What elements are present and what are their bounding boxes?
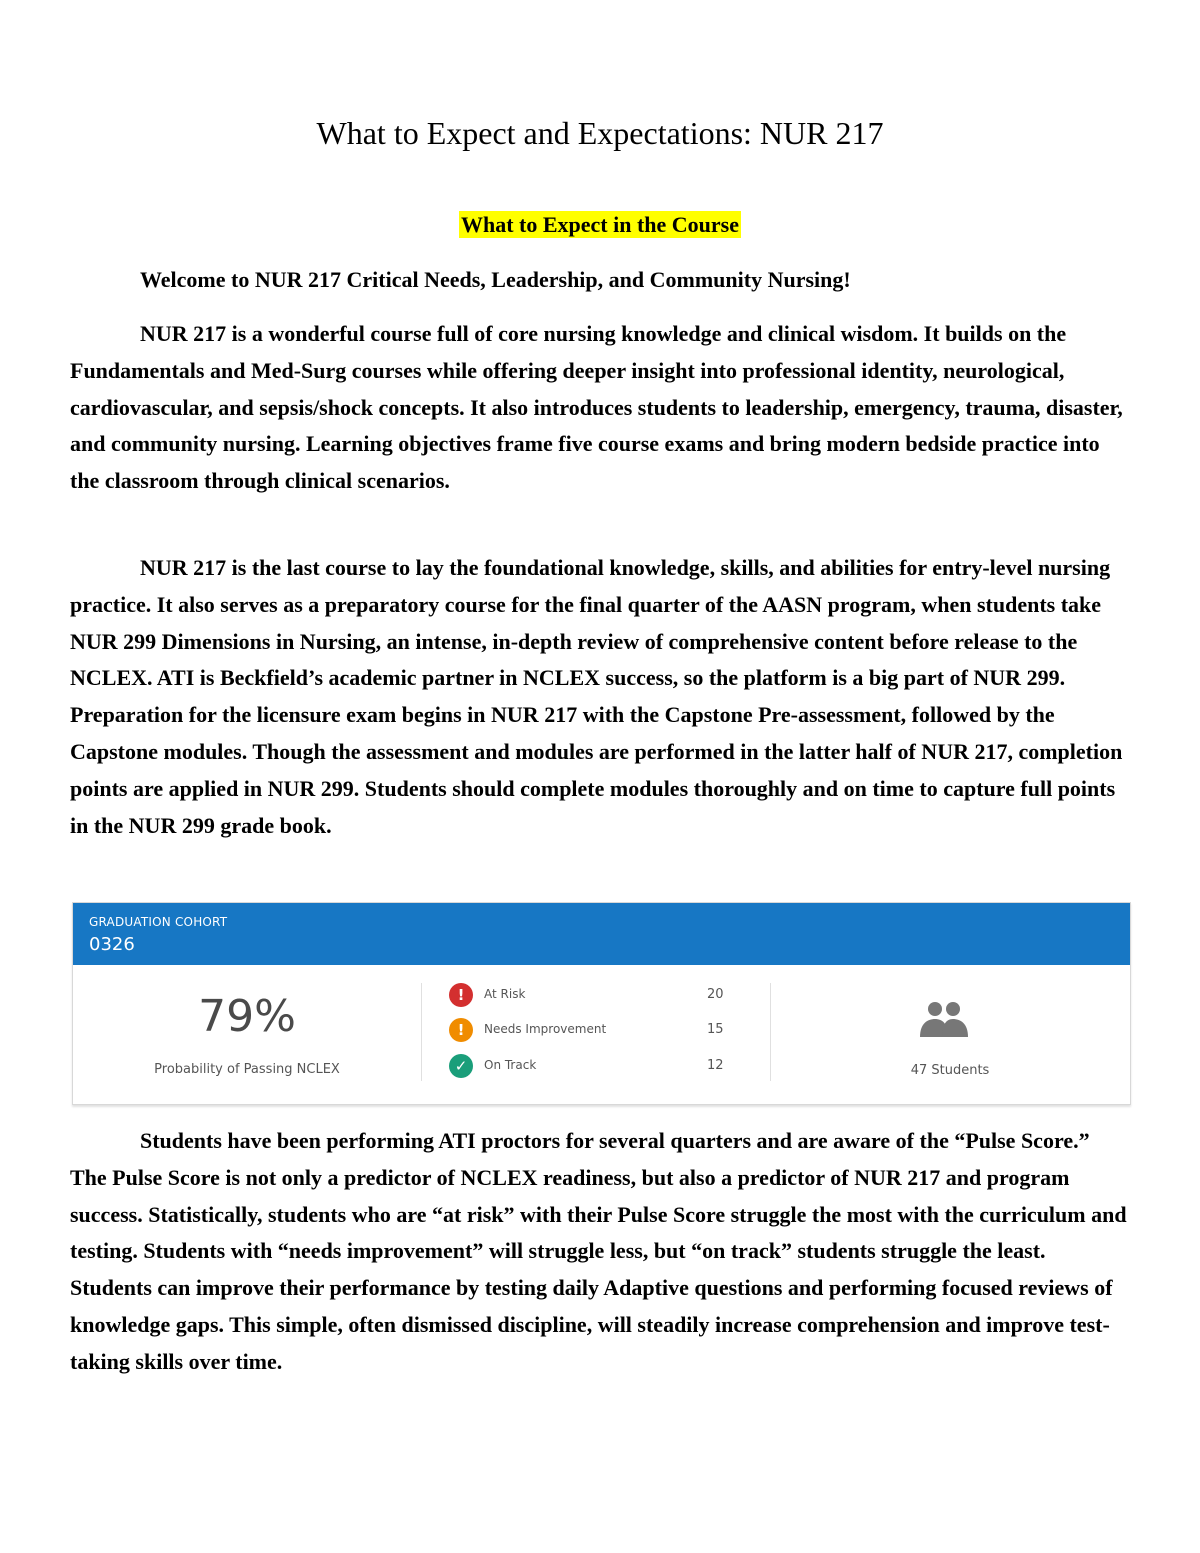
check-icon: ✓ [449, 1054, 473, 1078]
probability-value: 79% [198, 991, 296, 1042]
status-count: 15 [707, 1022, 724, 1037]
status-label: At Risk [484, 987, 526, 1001]
students-count: 47 Students [910, 1063, 990, 1078]
status-label: Needs Improvement [484, 1022, 607, 1036]
paragraph-preparation: NUR 217 is the last course to lay the foundational knowledge, skills, and abilities for entry-level nursing practice. It also serves as a preparatory course for the final quarter of the AASN program, when students take NUR 299 Dimensions in Nursing, an intense, in-depth review of comprehensive content before release to the NCLEX. ATI is Beckfield’s academic partner in NCLEX success, so the platform is a big part of NUR 299. Preparation for the licensure exam begins in NUR 217 with the Capstone Pre-assessment, followed by the Capstone modules. Though the assessment and modules are performed in the latter half of NUR 217, completion points are applied in NUR 299. Students should complete modules thoroughly and on time to capture full points in the NUR 299 grade book. [70, 555, 1123, 838]
alert-icon: ! [449, 983, 473, 1007]
status-count: 12 [707, 1058, 724, 1073]
people-icon [918, 999, 970, 1039]
paragraph-intro: NUR 217 is a wonderful course full of core nursing knowledge and clinical wisdom. It builds on the Fundamentals and Med-Surg courses while offering deeper insight into professional identity, neurological, cardiovascular, and sepsis/shock concepts. It also introduces students to leadership, emergency, trauma, disaster, and community nursing. Learning objectives frame five course exams and bring modern bedside practice into the classroom through clinical scenarios. [70, 321, 1123, 494]
cohort-label: GRADUATION COHORT [89, 915, 228, 929]
status-row-on-track [449, 1054, 749, 1080]
widget-header [73, 903, 1130, 965]
status-count: 20 [707, 987, 724, 1002]
welcome-line: Welcome to NUR 217 Critical Needs, Leadership, and Community Nursing! [140, 267, 851, 292]
highlighted-heading: What to Expect in the Course [460, 212, 740, 237]
status-row-at-risk [449, 983, 749, 1009]
probability-caption: Probability of Passing NCLEX [154, 1062, 340, 1077]
document-title: What to Expect and Expectations: NUR 217 [316, 115, 884, 151]
status-label: On Track [484, 1058, 537, 1072]
divider [421, 983, 422, 1081]
paragraph-pulse-score: Students have been performing ATI proctors for several quarters and are aware of the “Pulse Score.” The Pulse Score is not only a predictor of NCLEX readiness, but also a predictor of NUR 217 and program success. Statistically, students who are “at risk” with their Pulse Score struggle the most with the curriculum and testing. Students with “needs improvement” will struggle less, but “on track” students struggle the least. Students can improve their performance by testing daily Adaptive questions and performing focused reviews of knowledge gaps. This simple, often dismissed discipline, will steadily increase comprehension and improve test-taking skills over time. [70, 1128, 1127, 1374]
students-block [770, 965, 1130, 1104]
section-heading [0, 212, 1200, 238]
warning-icon: ! [449, 1018, 473, 1042]
cohort-value: 0326 [89, 934, 135, 955]
probability-block [73, 965, 421, 1104]
pulse-score-widget [72, 902, 1131, 1105]
status-row-needs-improvement [449, 1018, 749, 1044]
